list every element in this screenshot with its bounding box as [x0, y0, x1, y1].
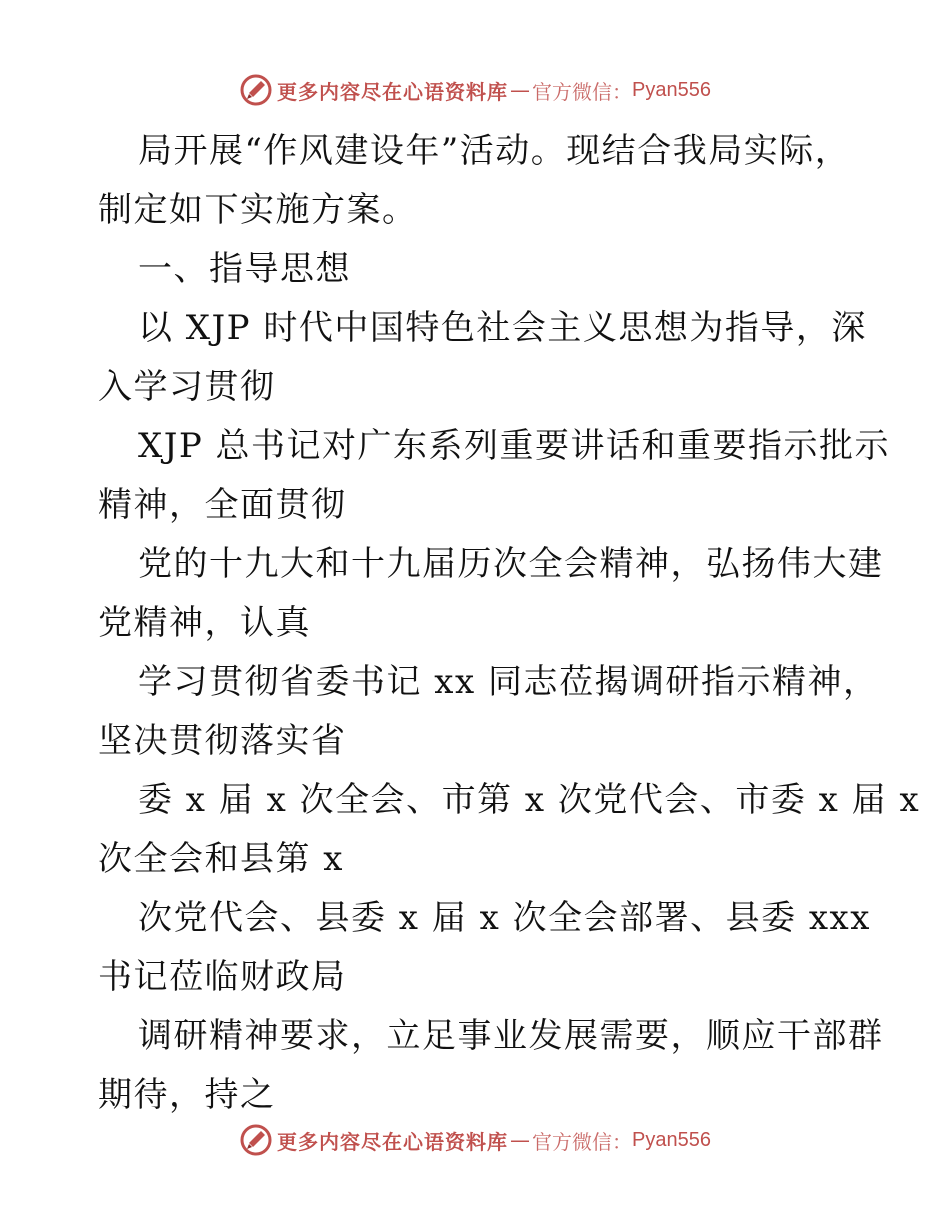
- watermark-sub: 官方微信：: [532, 1129, 633, 1154]
- footer-watermark: [0, 1120, 950, 1160]
- text-line: 精神，全面贯彻: [98, 485, 347, 525]
- document-body: [98, 122, 921, 1125]
- text-line: 期待，持之: [98, 1075, 276, 1115]
- text-line: 学习贯彻省委书记 xx 同志莅揭调研指示精神，: [138, 662, 879, 702]
- section-heading: 一、指导思想: [138, 249, 351, 289]
- text-line: 调研精神要求，立足事业发展需要，顺应干部群: [138, 1016, 884, 1056]
- watermark-account: Pyan556: [632, 78, 711, 101]
- text-line: 党精神，认真: [98, 603, 311, 643]
- watermark-dash: —: [510, 1128, 531, 1152]
- text-line: XJP 总书记对广东系列重要讲话和重要指示批示: [138, 426, 891, 466]
- text-line: 委 x 届 x 次全会、市第 x 次党代会、市委 x 届 x: [138, 780, 921, 820]
- text-line: 书记莅临财政局: [98, 957, 347, 997]
- watermark-dash: —: [510, 78, 531, 102]
- header-watermark: [0, 70, 950, 110]
- text-line: 以 XJP 时代中国特色社会主义思想为指导，深: [138, 308, 867, 348]
- text-line: 坚决贯彻落实省: [98, 721, 347, 761]
- logo-icon: [239, 1123, 273, 1157]
- watermark-account: Pyan556: [632, 1128, 711, 1151]
- text-line: 党的十九大和十九届历次全会精神，弘扬伟大建: [138, 544, 884, 584]
- text-line: 入学习贯彻: [98, 367, 276, 407]
- text-line: 局开展“作风建设年”活动。现结合我局实际，: [138, 131, 851, 171]
- watermark-main: 更多内容尽在心语资料库: [277, 1129, 509, 1154]
- text-line: 次党代会、县委 x 届 x 次全会部署、县委 xxx: [138, 898, 871, 938]
- logo-icon: [239, 73, 273, 107]
- text-line: 次全会和县第 x: [98, 839, 344, 879]
- text-line: 制定如下实施方案。: [98, 190, 418, 230]
- watermark-main: 更多内容尽在心语资料库: [277, 79, 509, 104]
- watermark-sub: 官方微信：: [532, 79, 633, 104]
